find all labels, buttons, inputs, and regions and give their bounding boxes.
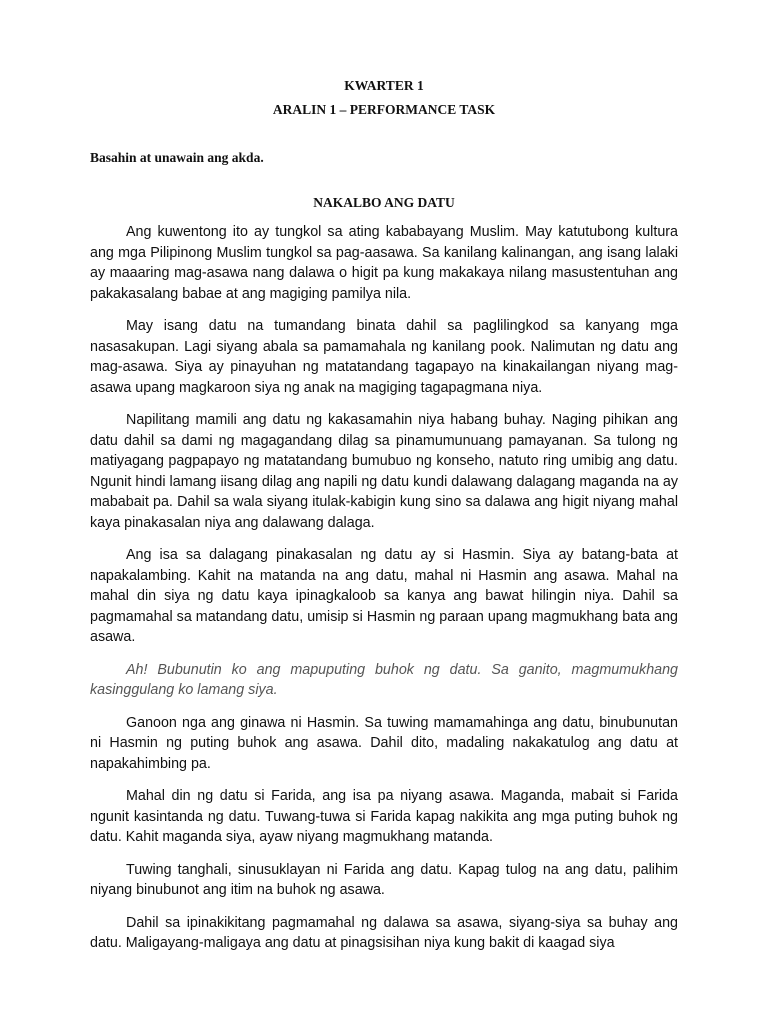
story-paragraph: Ang kuwentong ito ay tungkol sa ating kababayang Muslim. May katutubong kultura ang mga Pilipinong Muslim tungkol sa pag-aasawa. Sa kanilang kalinangan, ang isang lalaki ay maaaring mag-asawa nang dalawa o higit pa kung makakaya nilang masustentuhan ang pakakasalang babae at ang magiging pamilya nila. bbox=[90, 224, 678, 302]
story-paragraph: Tuwing tanghali, sinusuklayan ni Farida ang datu. Kapag tulog na ang datu, palihim niyang binubunot ang itim na buhok ng asawa. bbox=[90, 861, 678, 898]
instruction-text: Basahin at unawain ang akda. bbox=[90, 150, 264, 165]
story-paragraph: Dahil sa ipinakikitang pagmamahal ng dalawa sa asawa, siyang-siya sa buhay ang datu. Maligayang-maligaya ang datu at pinagsisihan niya kung bakit di kaagad siya bbox=[90, 914, 678, 951]
lesson-heading: ARALIN 1 – PERFORMANCE TASK bbox=[272, 102, 496, 117]
story-paragraph: Ang isa sa dalagang pinakasalan ng datu ay si Hasmin. Siya ay batang-bata at napakalambing. Kahit na matanda na ang datu, mahal ni Hasmin ang asawa. Mahal na mahal din siya ng datu kaya ipinagkaloob sa kanya ang bawat hilingin niya. Dahil sa pagmamahal sa matandang datu, umisip si Hasmin ng paraan upang magmukhang bata ang asawa. bbox=[90, 547, 678, 645]
story-quote-paragraph: Ah! Bubunutin ko ang mapuputing buhok ng datu. Sa ganito, magmumukhang kasinggulang ko lamang siya. bbox=[90, 661, 678, 698]
story-title: NAKALBO ANG DATU bbox=[313, 195, 455, 210]
story-paragraph: Ganoon nga ang ginawa ni Hasmin. Sa tuwing mamamahinga ang datu, binubunutan ni Hasmin ng puting buhok ang asawa. Dahil dito, madaling nakakatulog ang datu at napakahimbing pa. bbox=[90, 714, 678, 772]
quarter-heading: KWARTER 1 bbox=[344, 78, 424, 93]
story-paragraph: May isang datu na tumandang binata dahil sa paglilingkod sa kanyang mga nasasakupan. Lagi siyang abala sa pamamahala ng kanilang pook. Nalimutan ng datu ang mag-asawa. Siya ay pinayuhan ng matatandang tagapayo na kinakailangan niyang mag-asawa upang magkaroon siya ng anak na magiging tagapagmana niya. bbox=[90, 318, 678, 396]
story-paragraph: Mahal din ng datu si Farida, ang isa pa niyang asawa. Maganda, mabait si Farida ngunit kasintanda ng datu. Tuwang-tuwa si Farida kapag nakikita ang mga puting buhok ng datu. Kahit maganda siya, ayaw niyang magmukhang matanda. bbox=[90, 788, 678, 845]
story-paragraph: Napilitang mamili ang datu ng kakasamahin niya habang buhay. Naging pihikan ang datu dahil sa dami ng magagandang dilag sa pinamumunuang pamayanan. Sa tulong ng matiyagang pagpapayo ng matatandang bumubuo ng konseho, natuto ring umibig ang datu. Ngunit hindi lamang iisang dilag ang napili ng datu kundi dalawang dalagang maganda na ay mababait pa. Dahil sa wala siyang itulak-kabigin kung sino sa dalawa ang higit niyang mahal kaya pinakasalan niya ang dalawang dalaga. bbox=[90, 412, 678, 531]
